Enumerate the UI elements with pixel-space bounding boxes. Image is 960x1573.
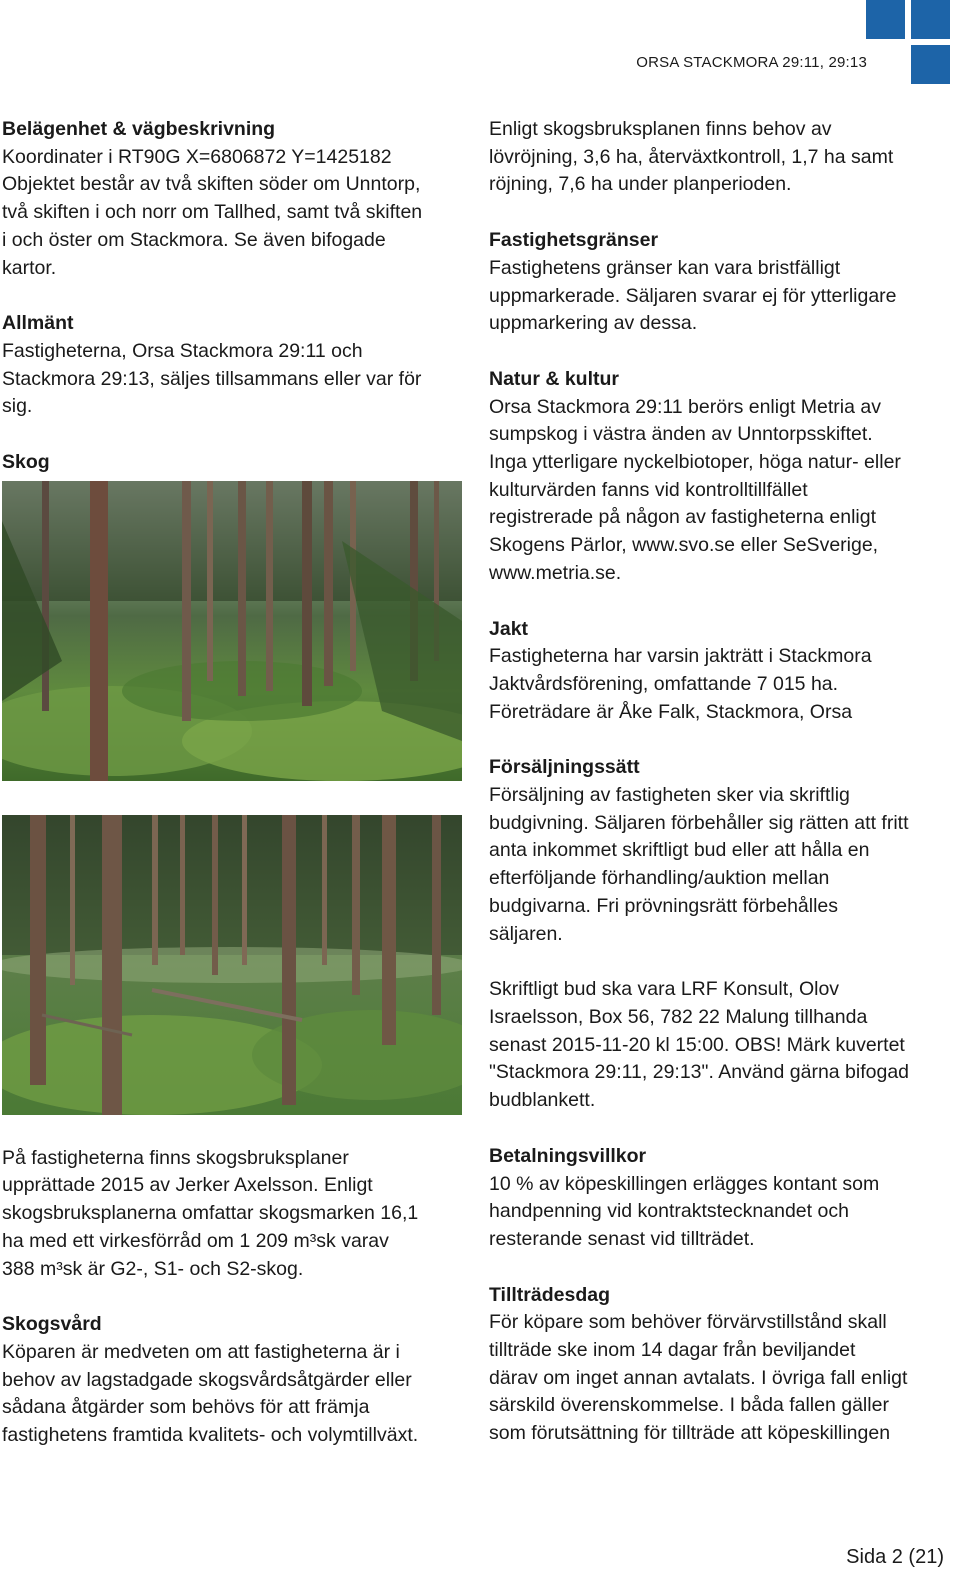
text-line: tillträde ske inom 14 dagar från beviljandet (489, 1339, 856, 1362)
text-line: Skriftligt bud ska vara LRF Konsult, Olov (489, 978, 840, 1001)
text-line: kartor. (2, 256, 57, 279)
text-line: som förutsättning för tillträde att köpeskillingen (489, 1422, 891, 1445)
heading-skogsvard: Skogsvård (2, 1313, 102, 1336)
text-line: därav om inget annan avtalats. I övriga fall enligt (489, 1366, 908, 1389)
text-line: 388 m³sk är G2-, S1- och S2-skog. (2, 1257, 304, 1280)
text-line: Israelsson, Box 56, 782 22 Malung tillhanda (489, 1005, 868, 1028)
section-plan (2, 1145, 464, 1284)
text-line: uppmarkering av dessa. (489, 312, 698, 335)
text-line: Företrädare är Åke Falk, Stackmora, Orsa (489, 700, 853, 723)
heading-fastighetsgranser: Fastighetsgränser (489, 229, 659, 252)
text-line: budgivning. Säljaren förbehåller sig rätten att fritt (489, 811, 909, 834)
text-line: Skogens Pärlor, www.svo.se eller SeSverige, (489, 534, 879, 557)
heading-tilltradesdag: Tillträdesdag (489, 1283, 611, 1306)
text-line: uppmarkerade. Säljaren svarar ej för ytterligare (489, 284, 897, 307)
text-line: sig. (2, 395, 33, 418)
section-natur-kultur (489, 366, 951, 588)
right-column (489, 116, 951, 1476)
heading-natur-kultur: Natur & kultur (489, 367, 620, 390)
text-line: handpenning vid kontraktstecknandet och (489, 1200, 849, 1223)
text-line: kulturvärden fanns vid kontrolltillfället (489, 478, 808, 501)
section-betalningsvillkor (489, 1143, 951, 1254)
text-line: säljaren. (489, 922, 563, 945)
text-line: För köpare som behöver förvärvstillstånd skall (489, 1311, 887, 1334)
text-line: Koordinater i RT90G X=6806872 Y=1425182 (2, 145, 392, 168)
heading-skog: Skog (2, 451, 50, 474)
text-line: Enligt skogsbruksplanen finns behov av (489, 118, 832, 140)
text-line: två skiften i och norr om Tallhed, samt två skiften (2, 201, 423, 224)
company-logo (866, 0, 952, 86)
heading-belagenhet: Belägenhet & vägbeskrivning (2, 118, 276, 140)
section-allmant (2, 310, 464, 421)
section-tilltradesdag (489, 1282, 951, 1448)
text-line: 10 % av köpeskillingen erlägges kontant som (489, 1172, 880, 1195)
text-line: skogsbruksplanerna omfattar skogsmarken 16,1 (2, 1202, 419, 1225)
text-line: Orsa Stackmora 29:11 berörs enligt Metria av (489, 395, 881, 418)
text-line: På fastigheterna finns skogsbruksplaner (2, 1146, 349, 1169)
text-line: registrerade på någon av fastigheterna enligt (489, 506, 877, 529)
text-line: Fastighetens gränser kan vara bristfälligt (489, 256, 841, 279)
heading-jakt: Jakt (489, 617, 529, 640)
text-line: Stackmora 29:13, säljes tillsammans eller var för (2, 367, 422, 390)
left-column (2, 116, 464, 1478)
heading-betalningsvillkor: Betalningsvillkor (489, 1144, 647, 1167)
text-line: lövröjning, 3,6 ha, återväxtkontroll, 1,7 ha samt (489, 145, 894, 168)
heading-forsaljningssatt: Försäljningssätt (489, 756, 640, 779)
text-line: i och öster om Stackmora. Se även bifogade (2, 228, 386, 251)
page-number: Sida 2 (21) (846, 1546, 944, 1568)
text-line: "Stackmora 29:11, 29:13". Använd gärna bifogad (489, 1061, 910, 1084)
text-line: Objektet består av två skiften söder om Unntorp, (2, 173, 421, 196)
section-forsaljningssatt (489, 754, 951, 948)
section-belagenhet (2, 116, 464, 282)
text-line: Fastigheterna, Orsa Stackmora 29:11 och (2, 339, 363, 362)
section-skogsvard (2, 1311, 464, 1450)
text-line: röjning, 7,6 ha under planperioden. (489, 173, 792, 196)
text-line: ha med ett virkesförråd om 1 209 m³sk varav (2, 1229, 389, 1252)
text-line: budgivarna. Fri prövningsrätt förbehålles (489, 894, 839, 917)
text-line: efterföljande förhandling/auktion mellan (489, 867, 830, 890)
section-fastighetsgranser (489, 227, 951, 338)
text-line: Försäljning av fastigheten sker via skriftlig (489, 784, 850, 807)
text-line: upprättade 2015 av Jerker Axelsson. Enligt (2, 1174, 373, 1197)
text-line: senast 2015-11-20 kl 15:00. OBS! Märk kuvertet (489, 1033, 905, 1056)
text-line: särskild överenskommelse. I båda fallen gäller (489, 1394, 889, 1417)
text-line: Köparen är medveten om att fastigheterna är i (2, 1340, 400, 1363)
text-line: Inga ytterligare nyckelbiotoper, höga natur- eller (489, 451, 901, 474)
text-line: resterande senast vid tillträdet. (489, 1227, 755, 1250)
section-bud (489, 976, 951, 1115)
text-line: www.metria.se. (489, 561, 622, 584)
forest-photo-1 (2, 481, 462, 781)
section-intro (489, 116, 951, 199)
heading-allmant: Allmänt (2, 312, 74, 335)
text-line: sumpskog i västra änden av Unntorpsskiftet. (489, 423, 873, 446)
text-line: sådana åtgärder som behövs för att främja (2, 1396, 370, 1419)
text-line: Jaktvårdsförening, omfattande 7 015 ha. (489, 672, 839, 695)
section-skog (2, 449, 464, 1145)
document-header: ORSA STACKMORA 29:11, 29:13 (636, 54, 867, 71)
text-line: anta inkommet skriftligt bud eller att hålla en (489, 839, 870, 862)
section-jakt (489, 616, 951, 727)
text-line: Fastigheterna har varsin jakträtt i Stackmora (489, 645, 872, 668)
forest-photo-2 (2, 815, 462, 1115)
text-line: behov av lagstadgade skogsvårdsåtgärder eller (2, 1368, 412, 1391)
text-line: budblankett. (489, 1089, 596, 1112)
text-line: fastighetens framtida kvalitets- och volymtillväxt. (2, 1424, 419, 1447)
